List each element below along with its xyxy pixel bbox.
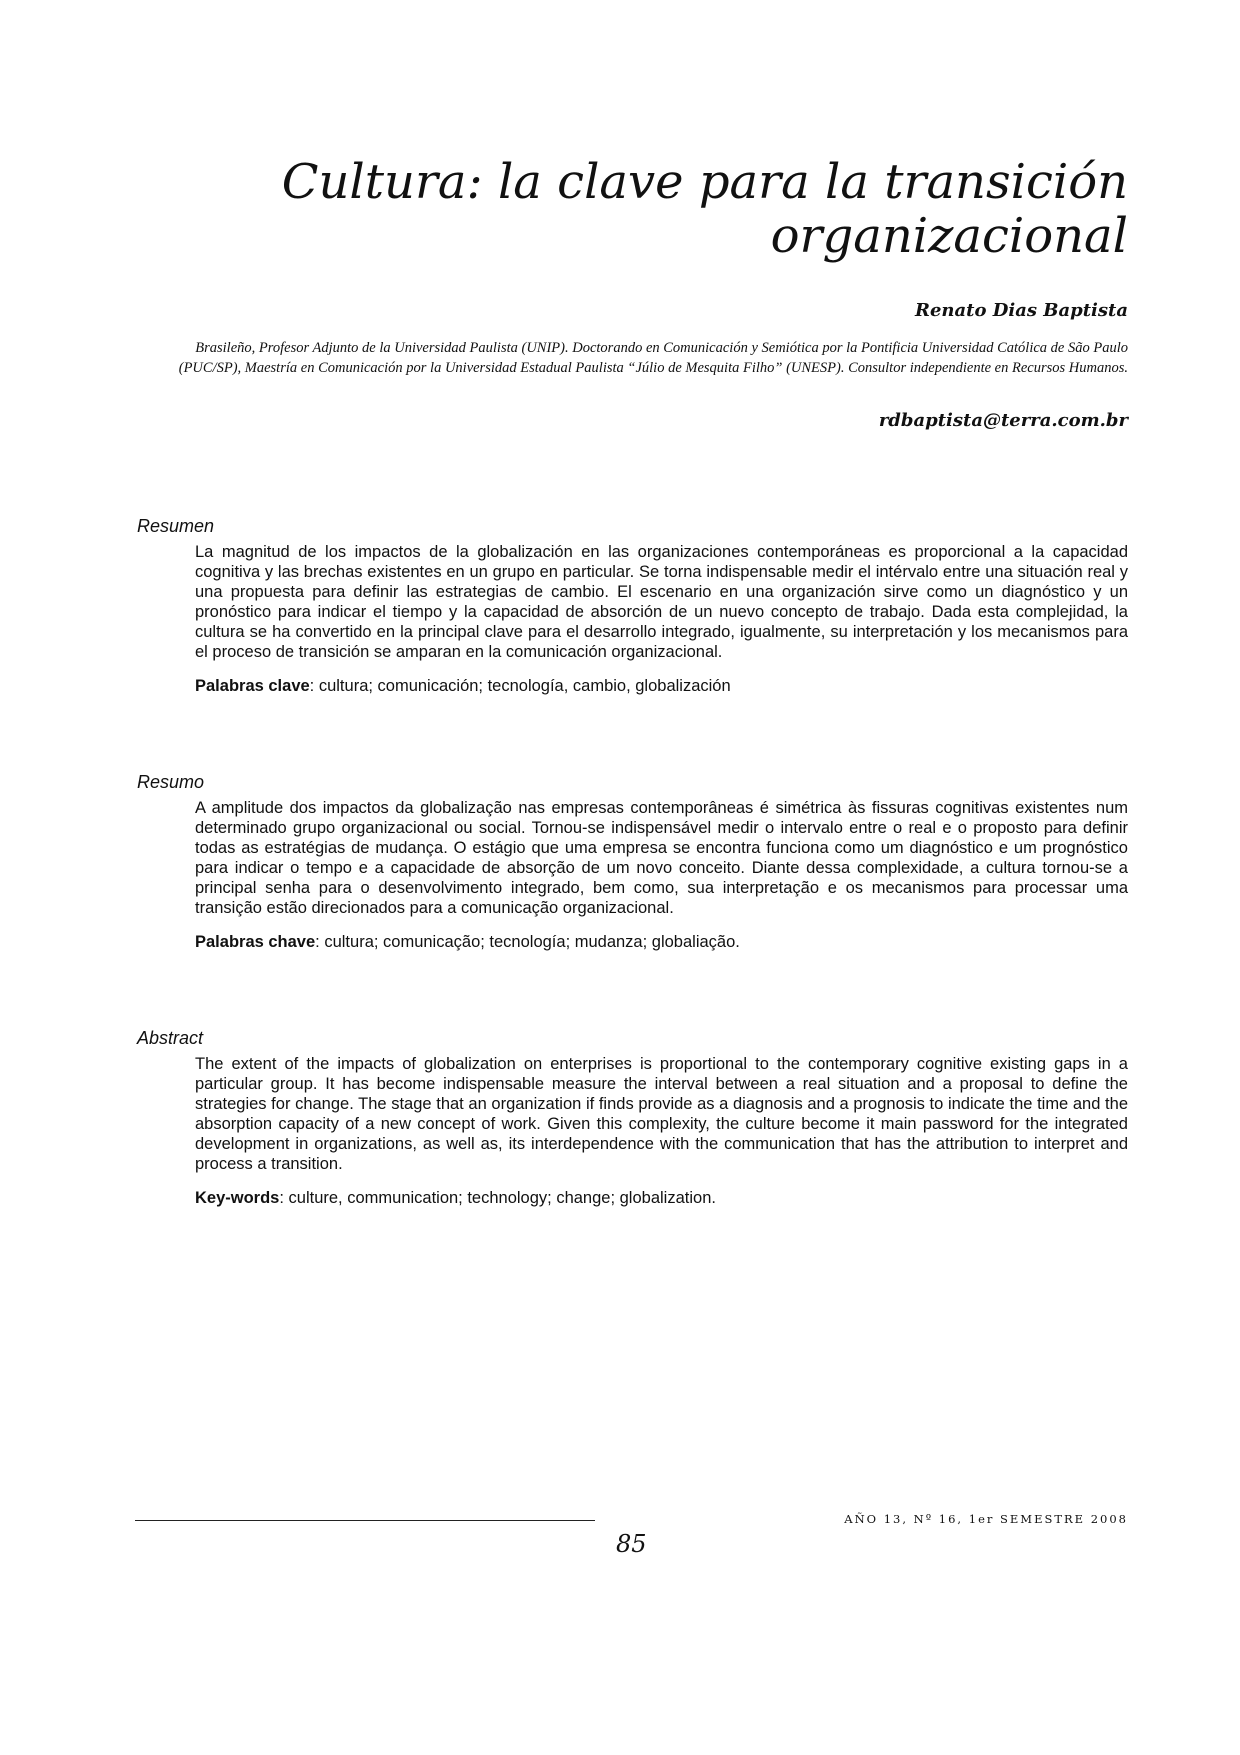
section-resumen <box>137 516 1128 696</box>
title-line-2: organizacional <box>770 208 1128 264</box>
keywords-label: Key-words <box>195 1189 280 1207</box>
section-heading: Abstract <box>137 1028 204 1048</box>
keywords-text: : cultura; comunicação; tecnología; mudanza; globaliação. <box>315 933 740 951</box>
page-number: 85 <box>616 1530 647 1558</box>
section-body: La magnitud de los impactos de la globalización en las organizaciones contemporáneas es proporcional a la capacidad cognitiva y las brechas existentes en un grupo en particular. Se torna indispensable medir el intérvalo entre una situación real y una propuesta para definir las estrategias de cambio. El escenario en una organización sirve como un diagnóstico y un pronóstico para indicar el tiempo y la capacidad de absorción de un nuevo concepto de trabajo. Dada esta complejidad, la cultura se ha convertido en la principal clave para el desarrollo integrado, igualmente, su interpretación y los mecanismos para el proceso de transición se amparan en la comunicación organizacional. <box>195 543 1128 661</box>
article-title <box>228 155 1128 263</box>
section-abstract <box>137 1028 1128 1208</box>
footer-rule <box>135 1520 595 1521</box>
keywords-label: Palabras chave <box>195 933 316 951</box>
section-heading: Resumo <box>137 772 205 792</box>
keywords <box>195 932 1128 952</box>
section-body: The extent of the impacts of globalization on enterprises is proportional to the contemporary cognitive existing gaps in a particular group. It has become indispensable measure the interval between a real situation and a proposal to define the strategies for change. The stage that an organization if finds provide as a diagnosis and a prognosis to indicate the time and the absorption capacity of a new concept of work. Given this complexity, the culture become it main password for the integrated development in organizations, as well as, its interdependence with the communication that has the attribution to interpret and process a transition. <box>195 1055 1128 1173</box>
section-body: A amplitude dos impactos da globalização nas empresas contemporâneas é simétrica às fissuras cognitivas existentes num determinado grupo organizacional ou social. Tornou-se indispensável medir o intervalo entre o real e o proposto para definir todas as estratégias de mudança. O estágio que uma empresa se encontra funciona como um diagnóstico e um prognóstico para indicar o tempo e a capacidade de absorção de um novo conceito. Diante dessa complexidade, a cultura tornou-se a principal senha para o desenvolvimento integrado, bem como, sua interpretação e os mecanismos para processar uma transição estão direcionados para a comunicação organizacional. <box>195 799 1128 917</box>
section-resumo <box>137 772 1128 952</box>
keywords-label: Palabras clave <box>195 677 310 695</box>
keywords <box>195 676 1128 696</box>
keywords-text: : culture, communication; technology; change; globalization. <box>279 1189 716 1207</box>
section-heading: Resumen <box>137 516 215 536</box>
keywords-text: : cultura; comunicación; tecnología, cambio, globalización <box>309 677 731 695</box>
author-bio: Brasileño, Profesor Adjunto de la Universidad Paulista (UNIP). Doctorando en Comunicación y Semiótica por la Pontificia Universidad Católica de São Paulo (PUC/SP), Maestría en Comunicación por la Universidad Estadual Paulista “Júlio de Mesquita Filho” (UNESP). Consultor independiente en Recursos Humanos. <box>178 340 1128 376</box>
journal-issue: AÑO 13, Nº 16, 1er SEMESTRE 2008 <box>844 1512 1128 1526</box>
keywords <box>195 1188 1128 1208</box>
title-line-1: Cultura: la clave para la transición <box>281 154 1128 210</box>
author-email[interactable]: rdbaptista@terra.com.br <box>878 410 1128 431</box>
author-name: Renato Dias Baptista <box>915 300 1128 321</box>
